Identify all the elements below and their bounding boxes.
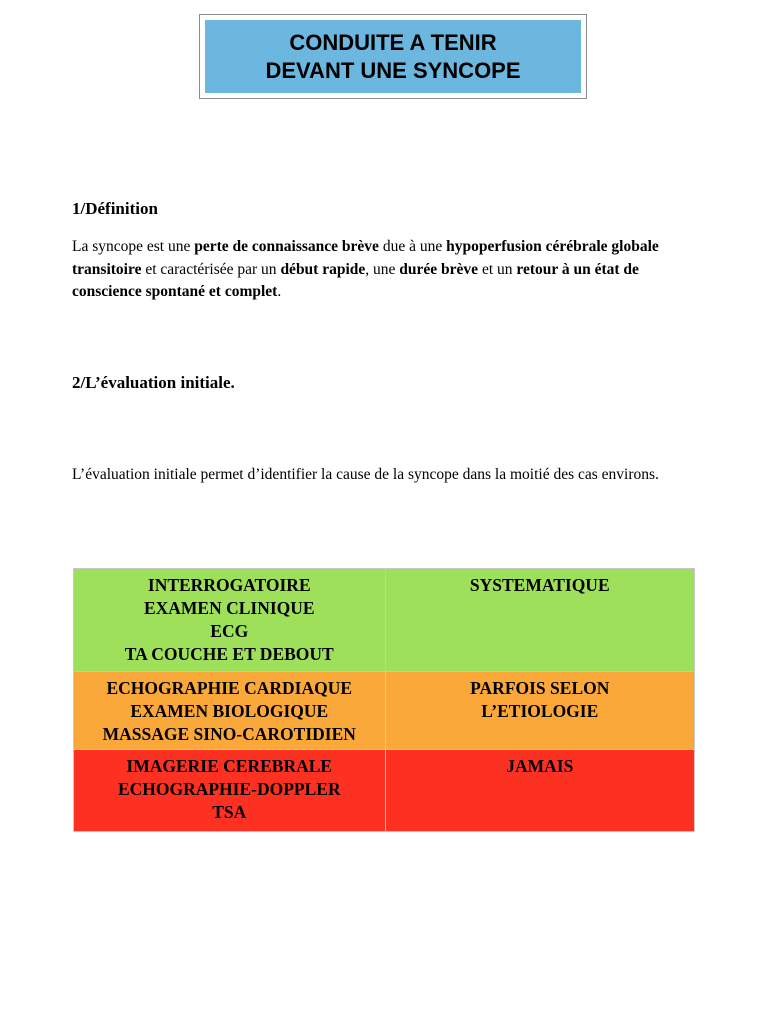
evaluation-table [73, 568, 695, 832]
definition-part: et un [478, 260, 517, 278]
definition-part: . [277, 283, 282, 300]
table-cell-frequency [385, 569, 694, 672]
exam-item: TSA [212, 802, 247, 822]
exam-item: MASSAGE SINO-CAROTIDIEN [102, 724, 356, 744]
exam-item: IMAGERIE CEREBRALE [126, 756, 333, 776]
definition-part: , une [365, 260, 400, 278]
definition-part-bold: retour à un état de conscience spontané et complet [72, 260, 639, 300]
definition-paragraph [72, 236, 702, 304]
definition-part: et caractérisée par un [141, 260, 281, 278]
section-heading-definition: 1/Définition [72, 199, 158, 218]
exam-item: ECHOGRAPHIE-DOPPLER [117, 779, 341, 799]
title-banner [205, 20, 581, 93]
frequency-label: SYSTEMATIQUE [469, 575, 610, 595]
table-cell-exams [74, 672, 386, 750]
frequency-label: JAMAIS [506, 756, 574, 776]
exam-item: EXAMEN BIOLOGIQUE [130, 701, 329, 721]
exam-item: INTERROGATOIRE [147, 575, 311, 595]
definition-part-bold: perte de connaissance brève [194, 238, 379, 255]
definition-part-bold: durée brève [399, 260, 479, 278]
exam-item: ECHOGRAPHIE CARDIAQUE [106, 678, 353, 698]
exam-item: EXAMEN CLINIQUE [143, 598, 315, 618]
section-heading-evaluation: 2/L’évaluation initiale. [72, 373, 235, 392]
exam-item: TA COUCHE ET DEBOUT [124, 644, 334, 664]
table-cell-exams [74, 750, 386, 832]
frequency-label: L’ETIOLOGIE [481, 701, 599, 721]
table-cell-exams [74, 569, 386, 672]
definition-part-bold: hypoperfusion cérébrale globale transitoire [72, 238, 659, 278]
table-cell-frequency [385, 750, 694, 832]
table-row-sometimes [74, 672, 695, 750]
definition-part: La syncope est une [72, 238, 195, 255]
definition-part-bold: début rapide [280, 260, 366, 278]
frequency-label: PARFOIS SELON [470, 678, 610, 698]
table-row-systematic [74, 569, 695, 672]
evaluation-paragraph: L’évaluation initiale permet d’identifier la cause de la syncope dans la moitié des cas environs. [72, 466, 659, 483]
title-box [199, 14, 587, 99]
table-row-never [74, 750, 695, 832]
title-line-2: DEVANT UNE SYNCOPE [265, 57, 521, 83]
title-line-1: CONDUITE A TENIR [289, 29, 497, 55]
table-cell-frequency [385, 672, 694, 750]
exam-item: ECG [210, 621, 249, 641]
definition-part: due à une [378, 238, 447, 255]
